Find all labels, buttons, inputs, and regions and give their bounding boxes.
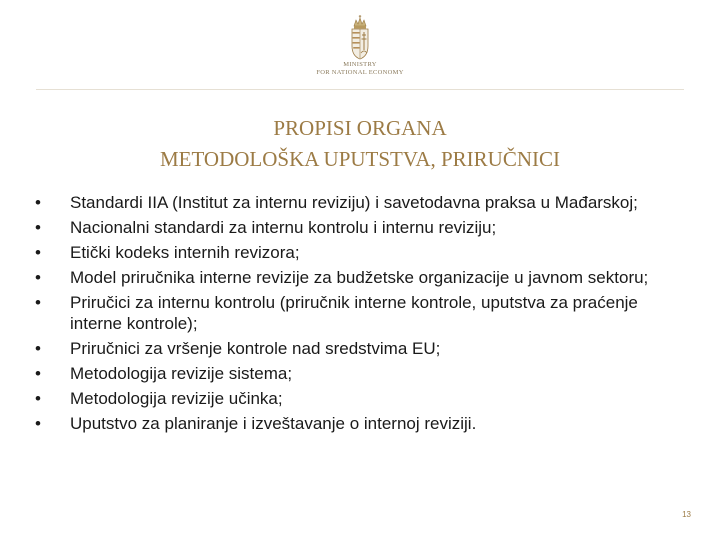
- list-item-text: Standardi IIA (Institut za internu reviziju) i savetodavna praksa u Mađarskoj;: [70, 193, 638, 212]
- list-item-text: Etički kodeks internih revizora;: [70, 243, 300, 262]
- ministry-logo: [300, 14, 420, 77]
- bullet-dot: •: [35, 293, 41, 312]
- bullet-dot: •: [35, 243, 41, 262]
- logo-line-national-economy: FOR NATIONAL ECONOMY: [316, 69, 404, 76]
- list-item: [28, 243, 678, 264]
- bullet-dot: •: [35, 338, 41, 358]
- list-item-text: Uputstvo za planiranje i izveštavanje o internoj reviziji.: [70, 413, 477, 433]
- list-item-text: Nacionalni standardi za internu kontrolu i internu reviziju;: [70, 218, 497, 237]
- list-item-text: Priručnici za vršenje kontrole nad sredstvima EU;: [70, 338, 441, 358]
- bullet-dot: •: [35, 218, 41, 237]
- bullet-dot: •: [35, 363, 41, 383]
- bullet-list: [28, 193, 678, 439]
- header-divider: [36, 89, 684, 90]
- bullet-dot: •: [35, 268, 41, 287]
- list-item-text: Priručici za internu kontrolu (priručnik interne kontrole, uputstva za praćenje interne kontrole);: [70, 293, 638, 333]
- page-number: 13: [682, 510, 691, 519]
- list-item-text: Model priručnika interne revizije za budžetske organizacije u javnom sektoru;: [70, 268, 649, 287]
- hungarian-coat-of-arms-icon: [347, 14, 373, 60]
- bullet-dot: •: [35, 388, 41, 408]
- list-item: [28, 339, 678, 360]
- list-item: [28, 414, 678, 435]
- list-item: [28, 268, 678, 289]
- list-item: [28, 389, 678, 410]
- slide-title: [0, 113, 720, 175]
- list-item: [28, 293, 678, 334]
- list-item: [28, 364, 678, 385]
- list-item-text: Metodologija revizije učinka;: [70, 388, 283, 408]
- list-item-text: Metodologija revizije sistema;: [70, 363, 293, 383]
- list-item: [28, 193, 678, 214]
- bullet-dot: •: [35, 193, 41, 212]
- slide-title-line-1: PROPISI ORGANA: [273, 116, 447, 140]
- list-item: [28, 218, 678, 239]
- slide-title-line-2: METODOLOŠKA UPUTSTVA, PRIRUČNICI: [159, 147, 561, 171]
- logo-line-ministry: MINISTRY: [343, 61, 377, 68]
- bullet-dot: •: [35, 413, 41, 433]
